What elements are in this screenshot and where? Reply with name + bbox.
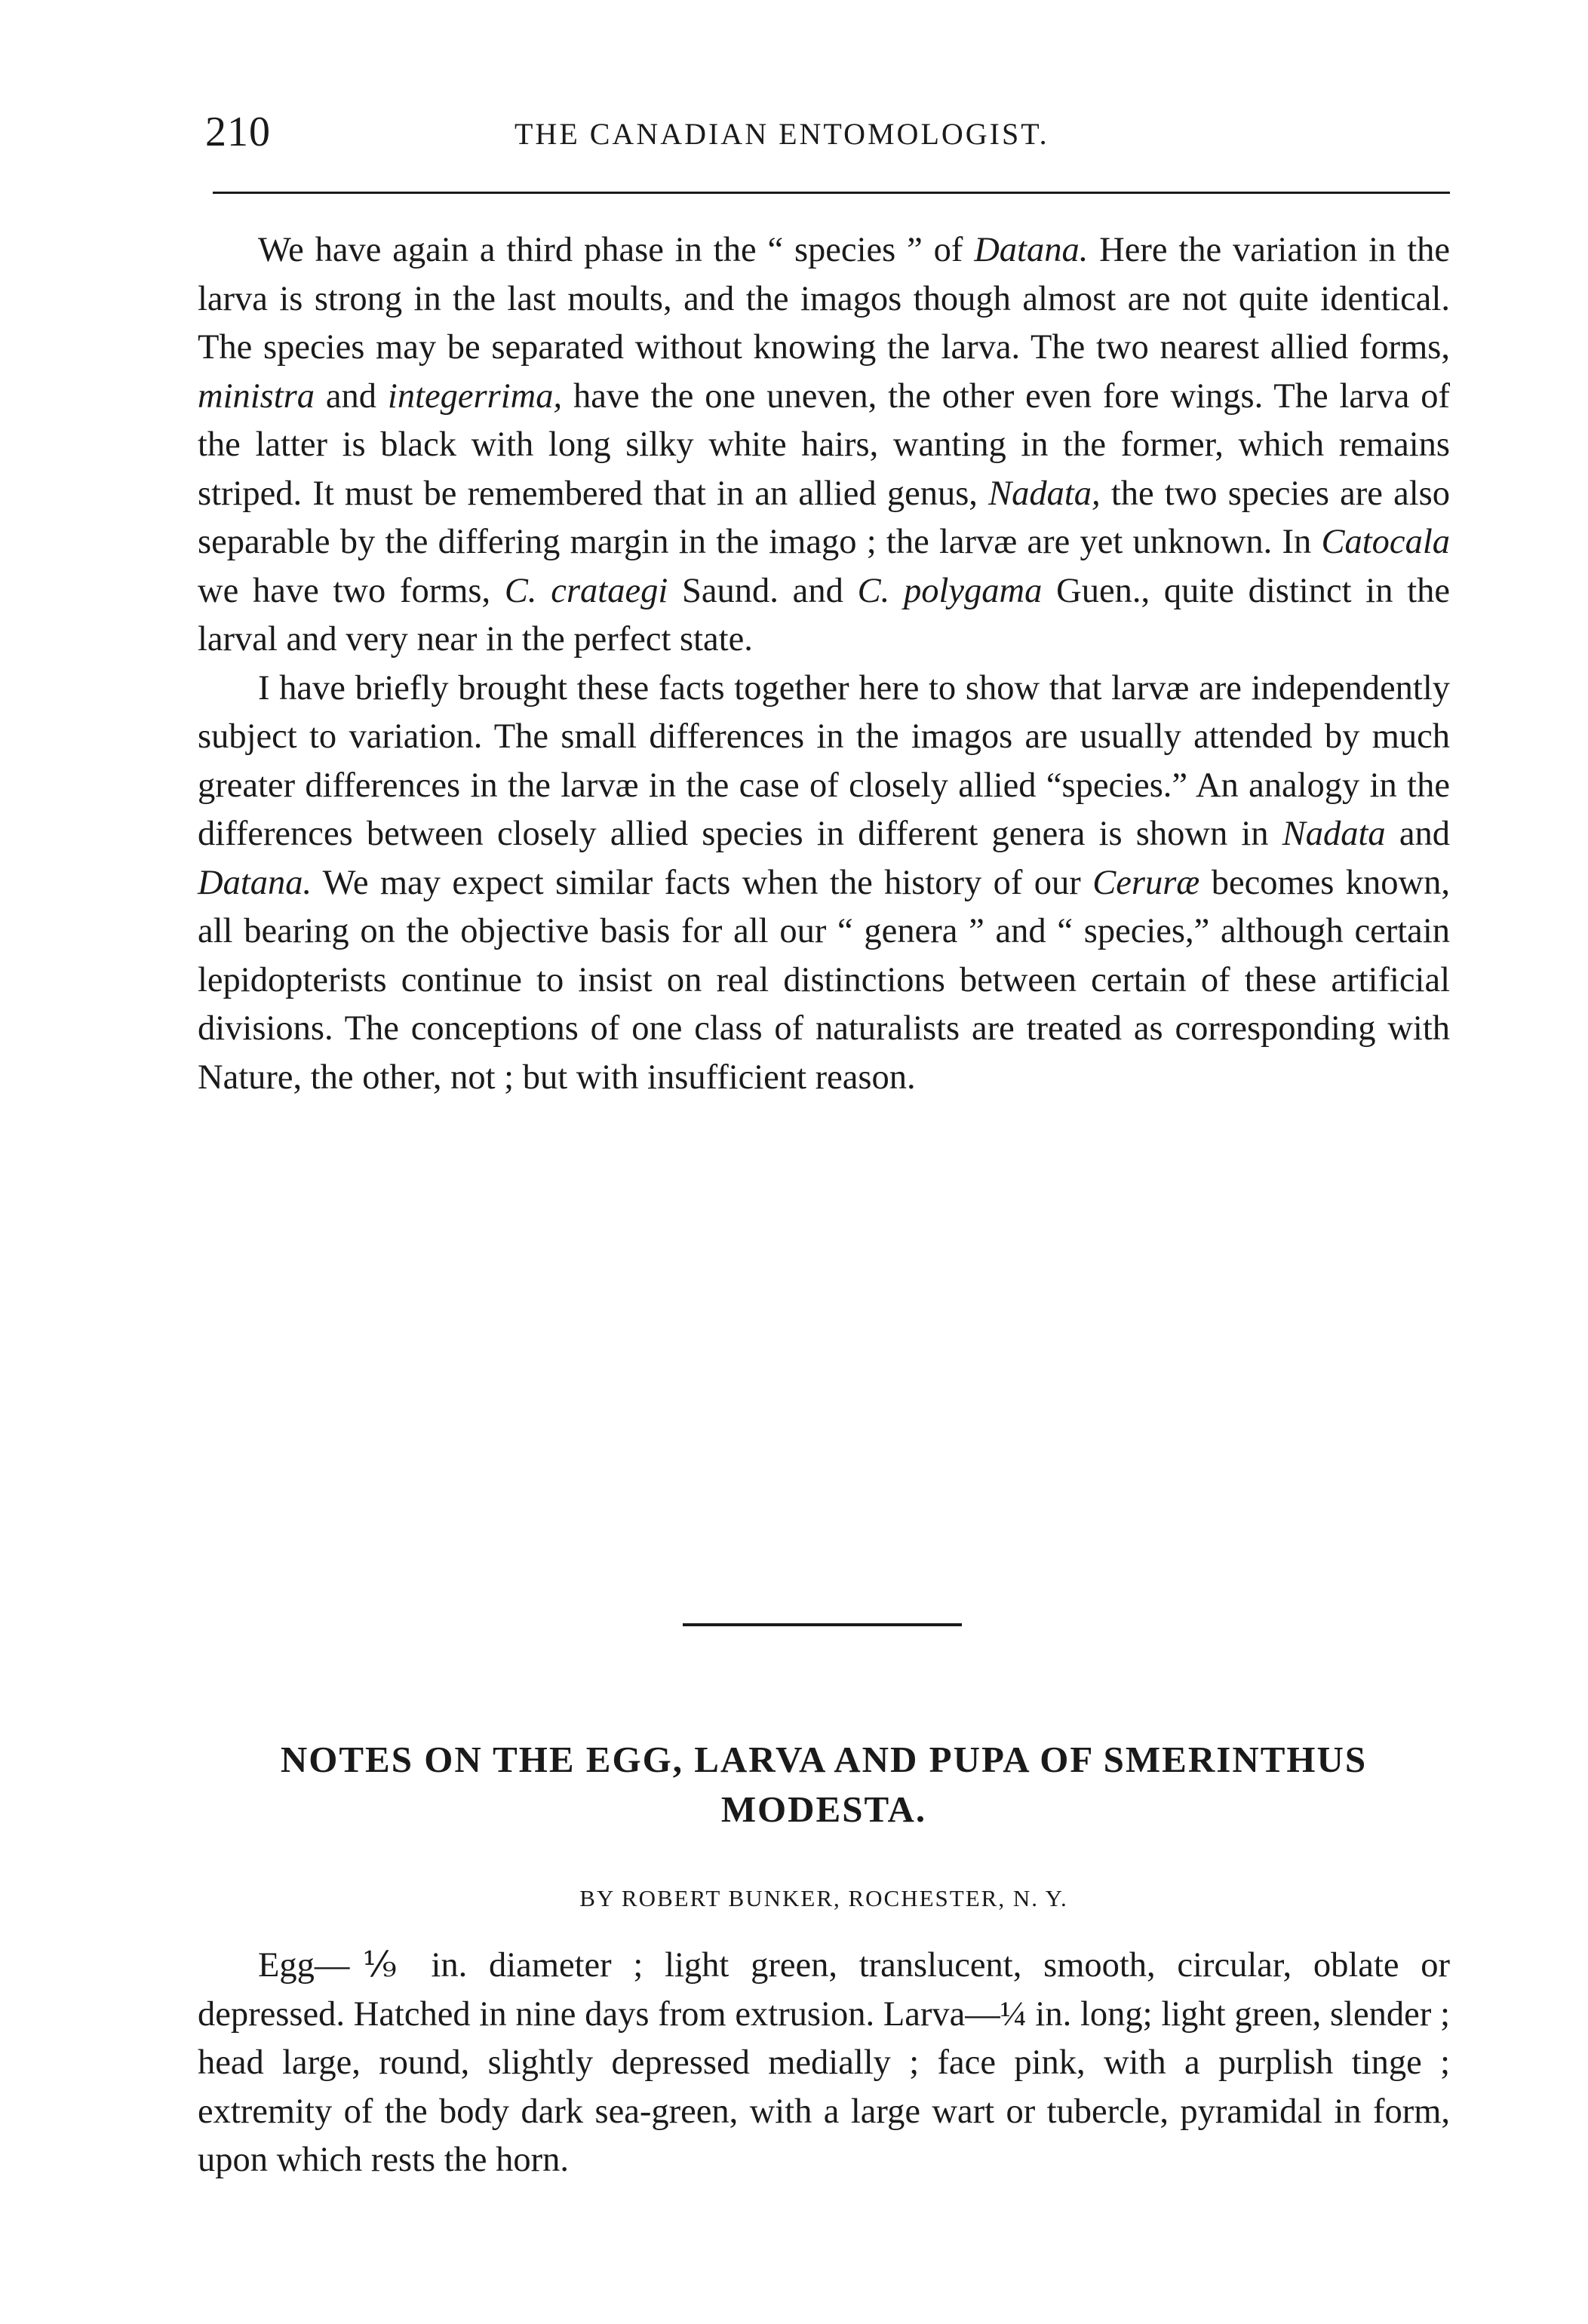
section-divider — [683, 1623, 962, 1626]
text-run: We have again a third phase in the “ species ” of — [258, 231, 975, 269]
taxon-name: Nadata, — [988, 474, 1101, 513]
text-run: Guen., quite distinct in the larval and very near in the perfect state. — [198, 571, 1451, 659]
text-run: the two species are also separable by the differing margin in the imago ; the larvæ are yet unknown. In — [198, 474, 1450, 561]
taxon-name: C. crataegi — [504, 571, 668, 610]
taxon-name: ministra — [198, 376, 315, 416]
taxon-name: Nadata — [1282, 815, 1386, 853]
continued-article-text — [198, 226, 1450, 1102]
text-run: Saund. and — [668, 571, 858, 610]
taxon-name: Catocala — [1321, 523, 1450, 561]
article-title-line-1: NOTES ON THE EGG, LARVA AND PUPA OF SMERINTHUS — [280, 1739, 1368, 1780]
page-header — [198, 106, 1450, 158]
text-run: Egg—⅑ in. diameter ; light green, translucent, smooth, circular, oblate or depressed. Hatched in nine days from extrusion. Larva—¼ in. long; light green, slender ; head large, round, slightly depressed medially ; face pink, with a purplish tinge ; extremity of the body dark sea-green, with a large wart or tubercle, pyramidal in form, upon which rests the horn. — [198, 1946, 1450, 2179]
taxon-name: Datana. — [198, 863, 312, 902]
running-title: THE CANADIAN ENTOMOLOGIST. — [514, 117, 1049, 151]
taxon-name: C. polygama — [857, 571, 1043, 610]
text-run: Here the variation in the larva is strong in the last moults, and the imagos though almost are not quite identical. The species may be separated without knowing the larva. The two nearest allied forms, — [198, 231, 1450, 367]
text-run: becomes known, all bearing on the objective basis for all our “ genera ” and “ species,” although certain lepidopterists continue to insist on real distinctions between certain of these artificial divisions. The conceptions of one class of naturalists are treated as corresponding with Nature, the other, not ; but with insufficient reason. — [198, 863, 1450, 1097]
article-byline: BY ROBERT BUNKER, ROCHESTER, N. Y. — [579, 1885, 1068, 1911]
paragraph-egg-larva — [198, 1942, 1450, 2185]
text-run: and — [1385, 815, 1451, 853]
taxon-name: Datana. — [974, 231, 1089, 269]
paragraph-variation — [198, 665, 1450, 1103]
header-rule — [213, 192, 1450, 194]
text-run: I have briefly brought these facts together here to show that larvæ are independently subject to variation. The small differences in the imagos are usually attended by much greater differences in the larvæ in the case of closely allied “species.” An analogy in the differences between closely allied species in different genera is shown in — [198, 668, 1450, 853]
text-run: We may expect similar facts when the history of our — [312, 863, 1093, 902]
taxon-name: Ceruræ — [1092, 863, 1200, 902]
text-run: have the one uneven, the other even fore wings. The larva of the latter is black with long silky white hairs, wanting in the former, which remains striped. It must be remembered that in an allied genus, — [198, 376, 1450, 513]
taxon-name: integerrima, — [387, 376, 563, 416]
text-run: we have two forms, — [198, 571, 505, 610]
page-number: 210 — [205, 109, 271, 155]
article-title-line-2: MODESTA. — [720, 1788, 927, 1830]
article-title — [198, 1735, 1450, 1834]
paragraph-datana — [198, 226, 1450, 665]
article-body — [198, 1942, 1450, 2185]
text-run: and — [315, 376, 388, 416]
